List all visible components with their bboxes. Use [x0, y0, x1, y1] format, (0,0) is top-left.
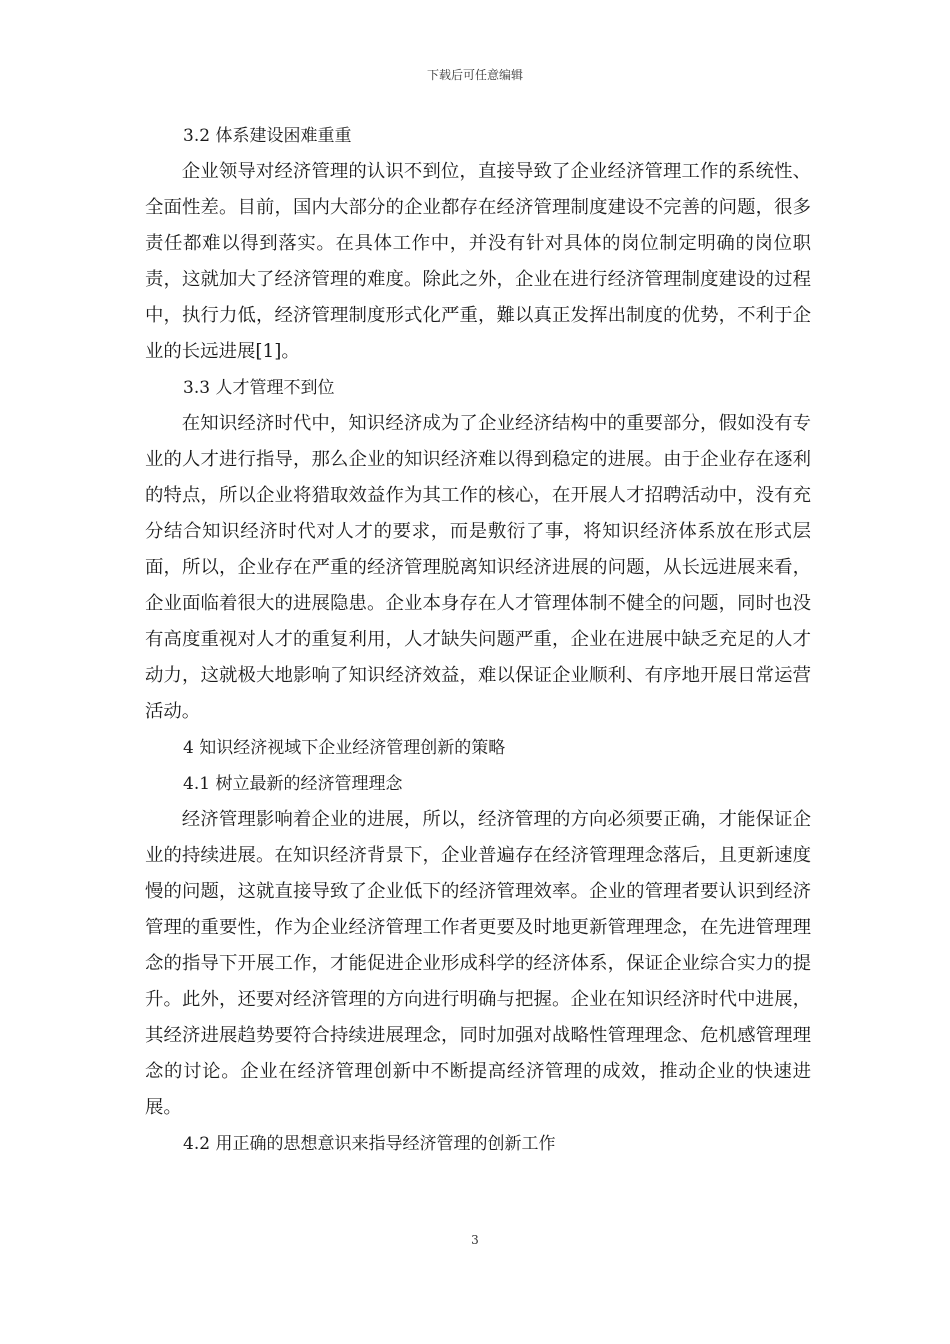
- section-paragraph-4-1: 经济管理影响着企业的进展，所以，经济管理的方向必须要正确，才能保证企业的持续进展。在知识经济背景下，企业普遍存在经济管理理念落后，且更新速度慢的问题，这就直接导致了企业低下的经济管理效率。企业的管理者要认识到经济管理的重要性，作为企业经济管理工作者更要及时地更新管理理念，在先进管理理念的指导下开展工作，才能促进企业形成科学的经济体系，保证企业综合实力的提升。此外，还要对经济管理的方向进行明确与把握。企业在知识经济时代中进展，其经济进展趋势要符合持续进展理念，同时加强对战略性管理理念、危机感管理理念的讨论。企业在经济管理创新中不断提高经济管理的成效，推动企业的快速进展。: [145, 809, 811, 1118]
- section-paragraph-3-2: 企业领导对经济管理的认识不到位，直接导致了企业经济管理工作的系统性、全面性差。目前，国内大部分的企业都存在经济管理制度建设不完善的问题，很多责任都难以得到落实。在具体工作中，并没有针对具体的岗位制定明确的岗位职责，这就加大了经济管理的难度。除此之外，企业在进行经济管理制度建设的过程中，执行力低，经济管理制度形式化严重，難以真正发挥出制度的优势，不利于企业的长远进展[1]。: [145, 161, 811, 362]
- section-heading-3-3: 3.3 人才管理不到位: [183, 378, 335, 398]
- section-heading-4-1: 4.1 树立最新的经济管理理念: [183, 774, 403, 794]
- document-body: [145, 118, 811, 1162]
- page-number: 3: [471, 1233, 479, 1247]
- section-heading-3-2: 3.2 体系建设困难重重: [183, 126, 352, 146]
- section-heading-4: 4 知识经济视域下企业经济管理创新的策略: [183, 738, 506, 758]
- section-heading-4-2: 4.2 用正确的思想意识来指导经济管理的创新工作: [183, 1134, 556, 1154]
- section-paragraph-3-3: 在知识经济时代中，知识经济成为了企业经济结构中的重要部分，假如没有专业的人才进行指导，那么企业的知识经济难以得到稳定的进展。由于企业存在逐利的特点，所以企业将猎取效益作为其工作的核心，在开展人才招聘活动中，没有充分结合知识经济时代对人才的要求，而是敷衍了事，将知识经济体系放在形式层面，所以，企业存在严重的经济管理脱离知识经济进展的问题，从长远进展来看，企业面临着很大的进展隐患。企业本身存在人才管理体制不健全的问题，同时也没有高度重视对人才的重复利用，人才缺失问题严重，企业在进展中缺乏充足的人才动力，这就极大地影响了知识经济效益，难以保证企业顺利、有序地开展日常运营活动。: [145, 413, 811, 722]
- page-header-note: 下载后可任意编辑: [426, 68, 523, 82]
